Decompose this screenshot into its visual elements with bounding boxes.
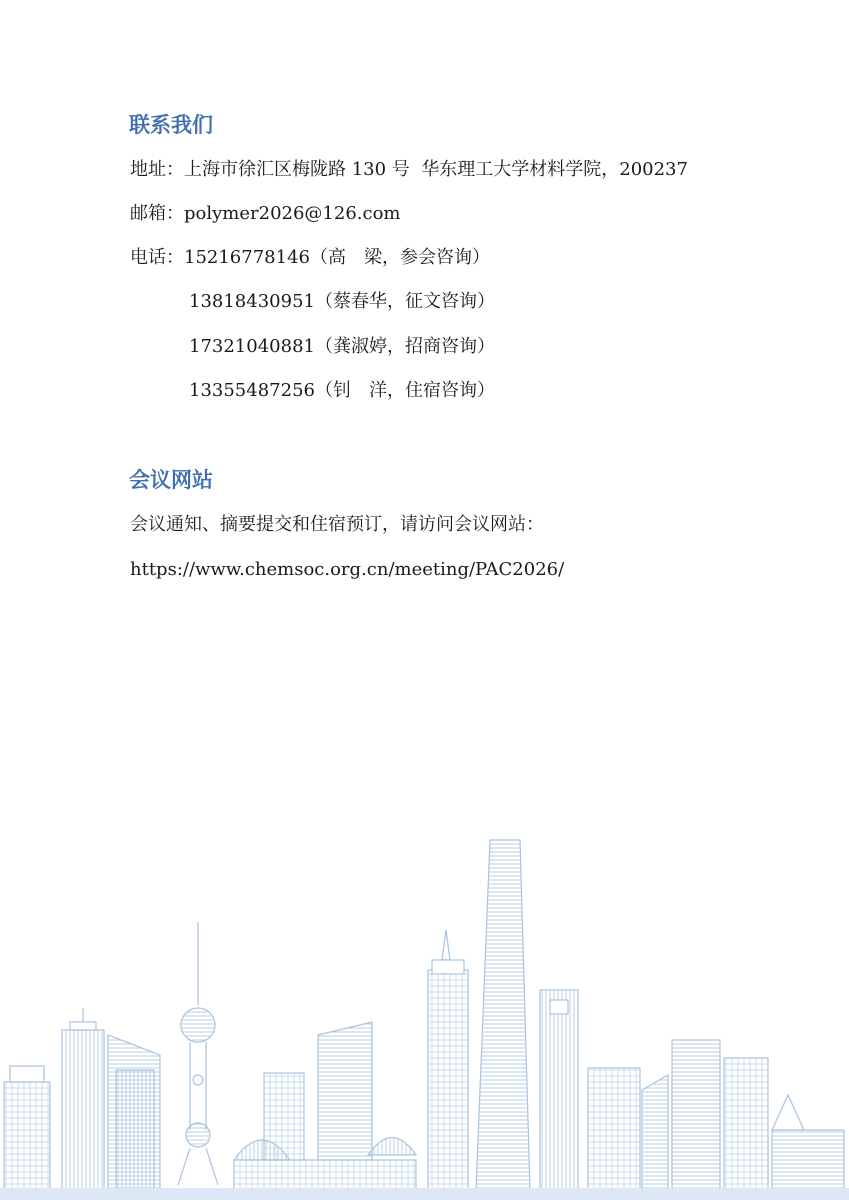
- phone-note: （钊 洋，住宿咨询）: [314, 380, 495, 401]
- phone-number[interactable]: 13355487256: [189, 380, 315, 401]
- email-line: [130, 205, 400, 223]
- phone-line-1: [189, 293, 495, 311]
- website-intro: 会议通知、摘要提交和住宿预订，请访问会议网站：: [130, 514, 544, 535]
- phone-number[interactable]: 13818430951: [189, 291, 315, 312]
- phone-number[interactable]: 17321040881: [189, 336, 315, 357]
- phone-note: （高 梁，参会咨询）: [309, 247, 490, 268]
- phone-note: （龚淑婷，招商咨询）: [314, 336, 495, 357]
- phone-label: 电话：: [130, 247, 184, 268]
- phone-line-2: [189, 338, 495, 356]
- phone-line-3: [189, 382, 495, 400]
- phone-line-0: [130, 249, 490, 267]
- phone-note: （蔡春华，征文咨询）: [314, 291, 495, 312]
- address-label: 地址：: [130, 159, 184, 180]
- contact-heading: 联系我们: [129, 113, 213, 137]
- email-label: 邮箱：: [130, 203, 184, 224]
- phone-number[interactable]: 15216778146: [184, 247, 310, 268]
- website-heading: 会议网站: [129, 468, 213, 492]
- email-value[interactable]: polymer2026@126.com: [184, 203, 401, 224]
- address-line: [130, 161, 688, 179]
- website-url[interactable]: https://www.chemsoc.org.cn/meeting/PAC2026/: [130, 559, 565, 580]
- address-value: 上海市徐汇区梅陇路 130 号 华东理工大学材料学院，200237: [184, 159, 688, 180]
- city-skyline-illustration: [0, 830, 849, 1200]
